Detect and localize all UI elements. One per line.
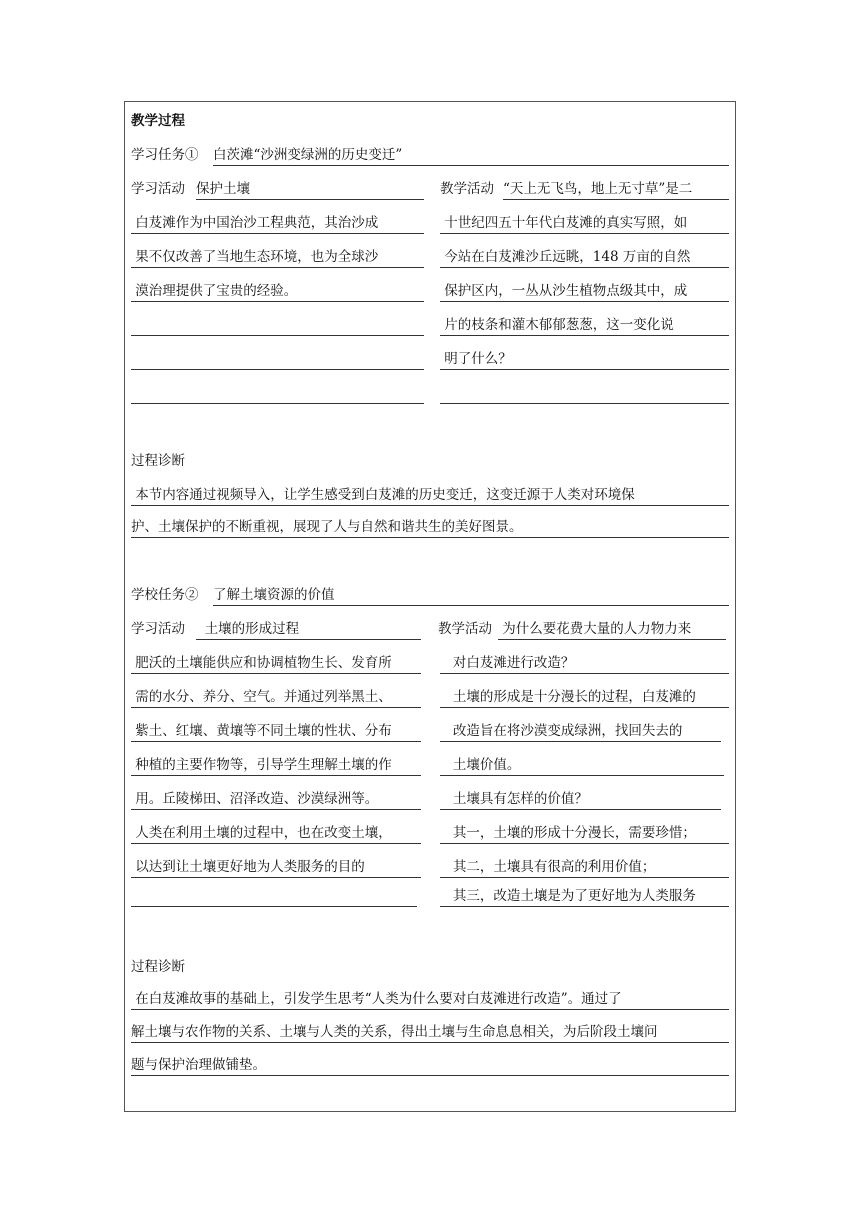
task2-left-line: 以达到让土壤更好地为人类服务的目的 xyxy=(131,858,421,878)
task1-activity-right-title: “天上无飞鸟，地上无寸草”是二 xyxy=(503,180,729,200)
task1-right-line: 片的枝条和灌木郁郁葱葱，这一变化说 xyxy=(440,316,729,336)
task2-right-line: 土壤价值。 xyxy=(440,756,724,776)
task1-right-line: 明了什么？ xyxy=(440,350,729,370)
task1-left-line: 果不仅改善了当地生态环境，也为全球沙 xyxy=(131,248,424,268)
task2-left-line: 需的水分、养分、空气。并通过列举黑土、 xyxy=(131,688,421,708)
task2-right-line: 土壤的形成是十分漫长的过程，白芨滩的 xyxy=(440,688,729,708)
section-heading: 教学过程 xyxy=(131,113,185,129)
task2-activity-right-label: 教学活动 xyxy=(438,621,492,637)
task2-right-line: 对白芨滩进行改造？ xyxy=(440,654,729,674)
task2-left-line: 紫土、红壤、黄壤等不同土壤的性状、分布 xyxy=(131,722,421,742)
task2-right-line: 其三，改造土壤是为了更好地为人类服务 xyxy=(440,887,729,907)
task2-right-line: 其一，土壤的形成十分漫长，需要珍惜； xyxy=(440,824,729,844)
diagnosis1-label: 过程诊断 xyxy=(131,453,185,469)
diagnosis1-line: 护、土壤保护的不断重视，展现了人与自然和谐共生的美好图景。 xyxy=(131,518,729,538)
task1-left-blank-line xyxy=(131,384,424,404)
task2-right-line: 土壤具有怎样的价值？ xyxy=(440,790,721,810)
task2-title: 了解土壤资源的价值 xyxy=(213,586,729,606)
diagnosis2-line: 在白芨滩故事的基础上，引发学生思考“人类为什么要对白芨滩进行改造”。通过了 xyxy=(131,990,729,1010)
task1-activity-right-label: 教学活动 xyxy=(440,181,494,197)
task1-left-blank-line xyxy=(131,316,424,336)
task2-activity-right-title: 为什么要花费大量的人力物力来 xyxy=(498,620,726,640)
task1-right-line: 保护区内，一丛从沙生植物点级其中，成 xyxy=(440,282,729,302)
task2-activity-left-title: 土壤的形成过程 xyxy=(196,620,421,640)
task2-right-line: 改造旨在将沙漠变成绿洲，找回失去的 xyxy=(440,722,721,742)
task2-right-line: 其二，土壤具有很高的利用价值； xyxy=(440,858,729,878)
task1-right-line: 十世纪四五十年代白芨滩的真实写照，如 xyxy=(440,214,729,234)
diagnosis2-line: 解土壤与农作物的关系、土壤与人类的关系，得出土壤与生命息息相关，为后阶段土壤问 xyxy=(131,1023,729,1043)
task2-label: 学校任务② xyxy=(131,587,199,603)
task1-left-blank-line xyxy=(131,350,424,370)
task2-left-blank-line xyxy=(131,887,417,907)
task2-left-line: 肥沃的土壤能供应和协调植物生长、发育所 xyxy=(131,654,421,674)
task1-activity-left-label: 学习活动 xyxy=(131,181,185,197)
task1-right-line: 今站在白芨滩沙丘远眺，148 万亩的自然 xyxy=(440,248,729,268)
task2-activity-left-label: 学习活动 xyxy=(131,621,185,637)
task1-left-line: 漠治理提供了宝贵的经验。 xyxy=(131,282,424,302)
task1-right-blank-line xyxy=(440,384,729,404)
task2-left-line: 用。丘陵梯田、沼泽改造、沙漠绿洲等。 xyxy=(131,790,421,810)
task1-title: 白茨滩“沙洲变绿洲的历史变迁” xyxy=(213,146,729,166)
task2-left-line: 人类在利用土壤的过程中，也在改变土壤， xyxy=(131,824,421,844)
task1-label: 学习任务① xyxy=(131,147,199,163)
diagnosis2-line: 题与保护治理做铺垫。 xyxy=(131,1056,729,1076)
task1-activity-left-title: 保护土壤 xyxy=(196,180,424,200)
diagnosis1-line: 本节内容通过视频导入，让学生感受到白芨滩的历史变迁，这变迁源于人类对环境保 xyxy=(131,486,729,506)
task2-left-line: 种植的主要作物等，引导学生理解土壤的作 xyxy=(131,756,421,776)
task1-left-line: 白芨滩作为中国治沙工程典范，其治沙成 xyxy=(131,214,424,234)
diagnosis2-label: 过程诊断 xyxy=(131,959,185,975)
